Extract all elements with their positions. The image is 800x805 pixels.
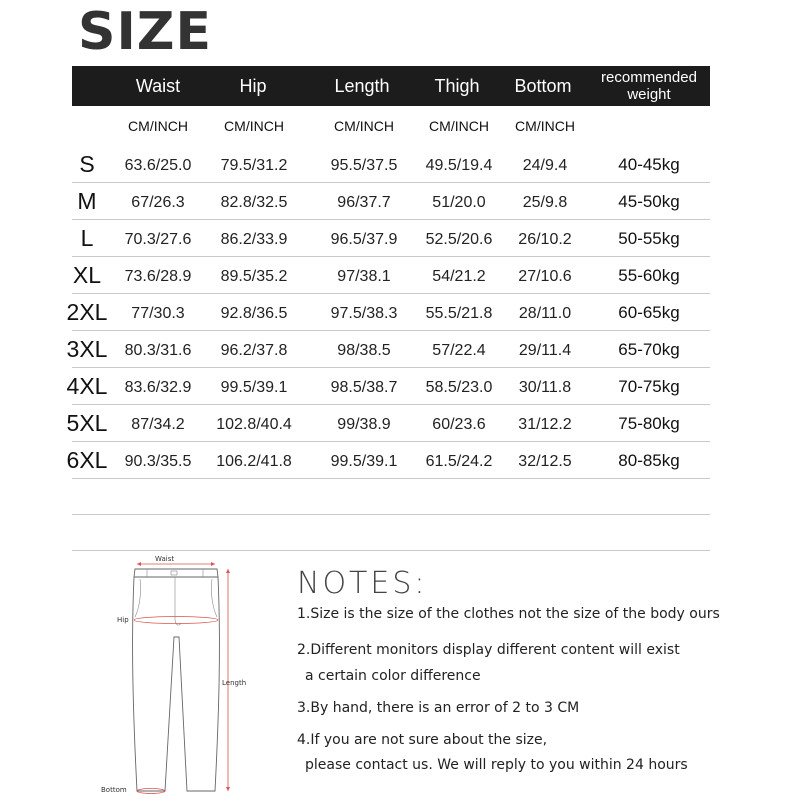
trousers-outline-icon (95, 553, 255, 800)
header-recommended-weight (588, 66, 710, 106)
length-value: 99/38.9 (337, 416, 391, 433)
unit-hip: CM/INCH (224, 118, 284, 134)
bottom-value: 28/11.0 (518, 305, 572, 322)
thigh-value: 58.5/23.0 (425, 379, 493, 396)
bottom-value: 29/11.4 (518, 342, 572, 359)
size-label: 6XL (66, 447, 108, 473)
thigh-value: 49.5/19.4 (425, 157, 493, 174)
table-row (66, 406, 710, 442)
hip-value: 79.5/31.2 (220, 157, 288, 174)
length-value: 97/38.1 (337, 268, 391, 285)
length-value: 96/37.7 (337, 194, 391, 211)
size-label: L (80, 225, 94, 251)
weight-value: 75-80kg (618, 414, 680, 433)
row-divider (72, 330, 710, 331)
waist-value: 73.6/28.9 (124, 268, 192, 285)
trouser-diagram (95, 553, 255, 800)
size-label: 3XL (66, 336, 108, 362)
size-label: M (77, 188, 97, 214)
note-4-line1: 4.If you are not sure about the size, (297, 732, 548, 748)
thigh-value: 61.5/24.2 (425, 453, 493, 470)
unit-thigh: CM/INCH (429, 118, 489, 134)
waist-value: 63.6/25.0 (124, 157, 192, 174)
header-thigh: Thigh (434, 75, 480, 96)
unit-waist: CM/INCH (128, 118, 188, 134)
hip-value: 96.2/37.8 (220, 342, 288, 359)
table-row (66, 332, 710, 368)
diagram-label-waist: Waist (155, 555, 175, 563)
weight-value: 80-85kg (618, 451, 680, 470)
row-divider (72, 256, 710, 257)
bottom-value: 26/10.2 (518, 231, 572, 248)
waist-value: 90.3/35.5 (124, 453, 192, 470)
length-value: 97.5/38.3 (330, 305, 398, 322)
diagram-label-length: Length (222, 679, 247, 687)
note-4-line2: please contact us. We will reply to you within 24 hours (305, 757, 688, 773)
row-divider (72, 182, 710, 183)
thigh-value: 57/22.4 (432, 342, 486, 359)
size-label: S (79, 151, 95, 177)
thigh-value: 54/21.2 (432, 268, 486, 285)
table-row (66, 443, 710, 479)
table-row (72, 184, 710, 220)
waist-value: 80.3/31.6 (124, 342, 192, 359)
weight-value: 70-75kg (618, 377, 680, 396)
unit-length: CM/INCH (334, 118, 394, 134)
waist-value: 87/34.2 (131, 416, 185, 433)
diagram-label-bottom: Bottom (101, 786, 127, 794)
row-divider (72, 219, 710, 220)
header-recommended-line2: weight (627, 86, 671, 103)
hip-value: 99.5/39.1 (220, 379, 288, 396)
header-bottom: Bottom (514, 75, 572, 96)
length-value: 99.5/39.1 (330, 453, 398, 470)
table-row (72, 147, 710, 183)
weight-value: 50-55kg (618, 229, 680, 248)
table-row (72, 221, 710, 257)
header-waist: Waist (135, 75, 181, 96)
table-bottom-divider (72, 514, 710, 515)
bottom-value: 32/12.5 (518, 453, 572, 470)
size-label: 4XL (66, 373, 108, 399)
page-title: SIZE (78, 2, 213, 62)
bottom-value: 30/11.8 (518, 379, 572, 396)
waist-value: 77/30.3 (131, 305, 185, 322)
weight-value: 65-70kg (618, 340, 680, 359)
weight-value: 40-45kg (618, 155, 680, 174)
hip-value: 86.2/33.9 (220, 231, 288, 248)
header-recommended-line1: recommended (601, 69, 697, 86)
header-hip: Hip (239, 75, 267, 96)
waist-value: 83.6/32.9 (124, 379, 192, 396)
row-divider (72, 441, 710, 442)
size-label: XL (72, 262, 102, 288)
note-3: 3.By hand, there is an error of 2 to 3 CM (297, 700, 580, 716)
length-value: 96.5/37.9 (330, 231, 398, 248)
weight-value: 60-65kg (618, 303, 680, 322)
hip-value: 92.8/36.5 (220, 305, 288, 322)
size-label: 2XL (66, 299, 108, 325)
unit-bottom: CM/INCH (515, 118, 575, 134)
section-divider (72, 550, 710, 551)
weight-value: 45-50kg (618, 192, 680, 211)
hip-value: 89.5/35.2 (220, 268, 288, 285)
note-1: 1.Size is the size of the clothes not the size of the body ours (297, 606, 720, 622)
row-divider (72, 367, 710, 368)
size-table-header (72, 66, 710, 106)
weight-value: 55-60kg (618, 266, 680, 285)
note-2-line1: 2.Different monitors display different content will exist (297, 642, 680, 658)
header-length: Length (334, 75, 390, 96)
length-value: 98.5/38.7 (330, 379, 398, 396)
thigh-value: 55.5/21.8 (425, 305, 493, 322)
waist-value: 67/26.3 (131, 194, 185, 211)
hip-value: 82.8/32.5 (220, 194, 288, 211)
waist-value: 70.3/27.6 (124, 231, 192, 248)
table-row (72, 258, 710, 294)
diagram-label-hip: Hip (117, 616, 129, 624)
table-row (66, 295, 710, 331)
length-value: 98/38.5 (337, 342, 391, 359)
row-divider (72, 293, 710, 294)
thigh-value: 51/20.0 (432, 194, 486, 211)
row-divider (72, 404, 710, 405)
hip-value: 106.2/41.8 (216, 453, 292, 470)
hip-value: 102.8/40.4 (216, 416, 292, 433)
bottom-value: 24/9.4 (522, 157, 568, 174)
table-row (66, 369, 710, 405)
bottom-value: 27/10.6 (518, 268, 572, 285)
note-2-line2: a certain color difference (305, 668, 481, 684)
notes-title: NOTES: (297, 566, 428, 601)
bottom-value: 25/9.8 (522, 194, 568, 211)
size-label: 5XL (66, 410, 108, 436)
thigh-value: 52.5/20.6 (425, 231, 493, 248)
bottom-value: 31/12.2 (518, 416, 572, 433)
length-value: 95.5/37.5 (330, 157, 398, 174)
row-divider (72, 478, 710, 479)
thigh-value: 60/23.6 (432, 416, 486, 433)
